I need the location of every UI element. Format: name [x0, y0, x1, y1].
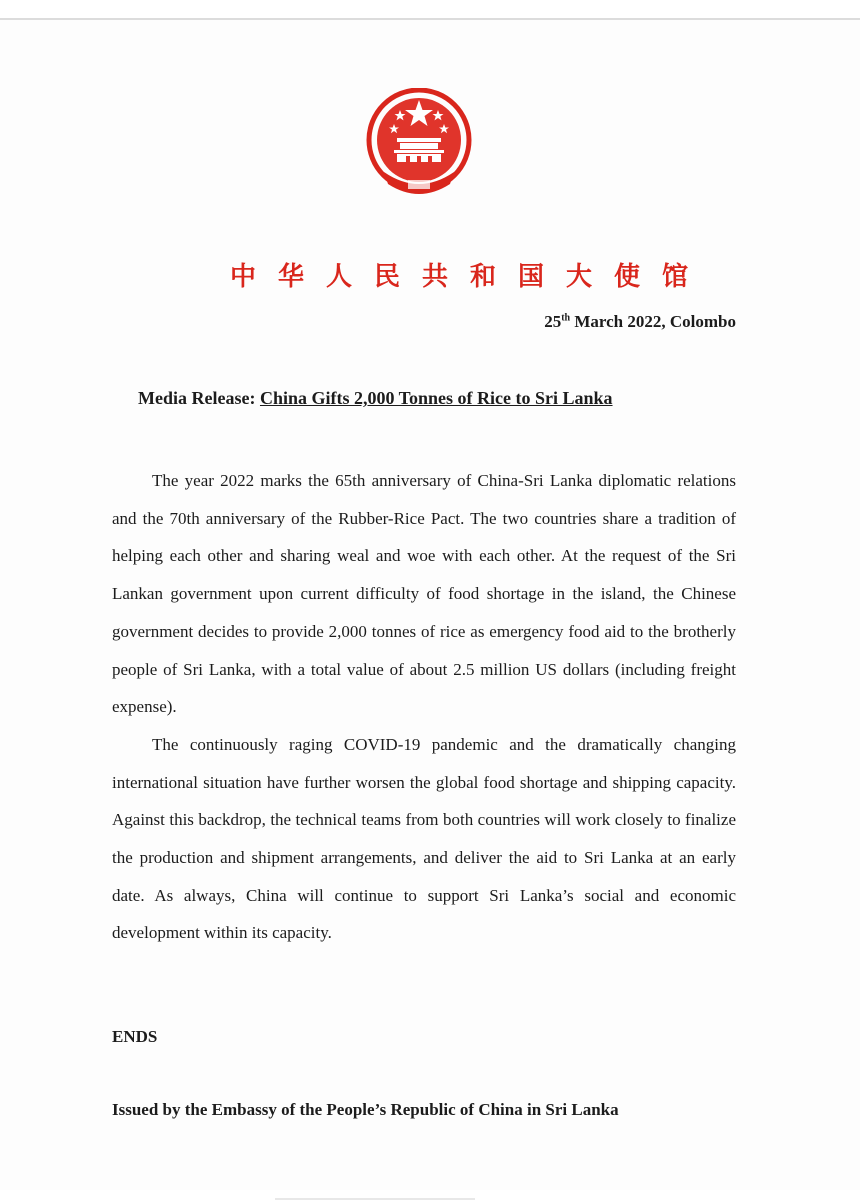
media-release-headline: [138, 388, 613, 409]
headline-title: China Gifts 2,000 Tonnes of Rice to Sri Lanka: [259, 388, 613, 408]
issued-by-line: Issued by the Embassy of the People’s Republic of China in Sri Lanka: [112, 1100, 619, 1119]
embassy-name: 中华人民共和国大使馆: [229, 262, 710, 292]
date-place: March 2022, Colombo: [570, 312, 736, 331]
body-paragraph: The year 2022 marks the 65th anniversary of China-Sri Lanka diplomatic relations and the 70th anniversary of the Rubber-Rice Pact. The two countries share a tradition of helping each other and sharing weal and woe with each other. At the request of the Sri Lankan government upon current difficulty of food shortage in the island, the Chinese government decides to provide 2,000 tonnes of rice as emergency food aid to the brotherly people of Sri Lanka, with a total value of about 2.5 million US dollars (including freight expense).: [112, 471, 736, 717]
headline-prefix: Media Release:: [138, 388, 260, 408]
body-paragraph: The continuously raging COVID-19 pandemic and the dramatically changing international situation have further worsen the global food shortage and shipping capacity. Against this backdrop, the technical teams from both countries will work closely to finalize the production and shipment arrangements, and deliver the aid to Sri Lanka at an early date. As always, China will continue to support Sri Lanka’s social and economic development within its capacity.: [112, 734, 736, 943]
national-emblem-icon: [364, 88, 474, 200]
date-day: 25: [544, 312, 562, 331]
dateline: [544, 312, 736, 332]
date-suffix: th: [561, 312, 571, 324]
document-page: [0, 20, 860, 1190]
ends-marker: ENDS: [112, 1027, 158, 1046]
release-body: [112, 462, 736, 952]
